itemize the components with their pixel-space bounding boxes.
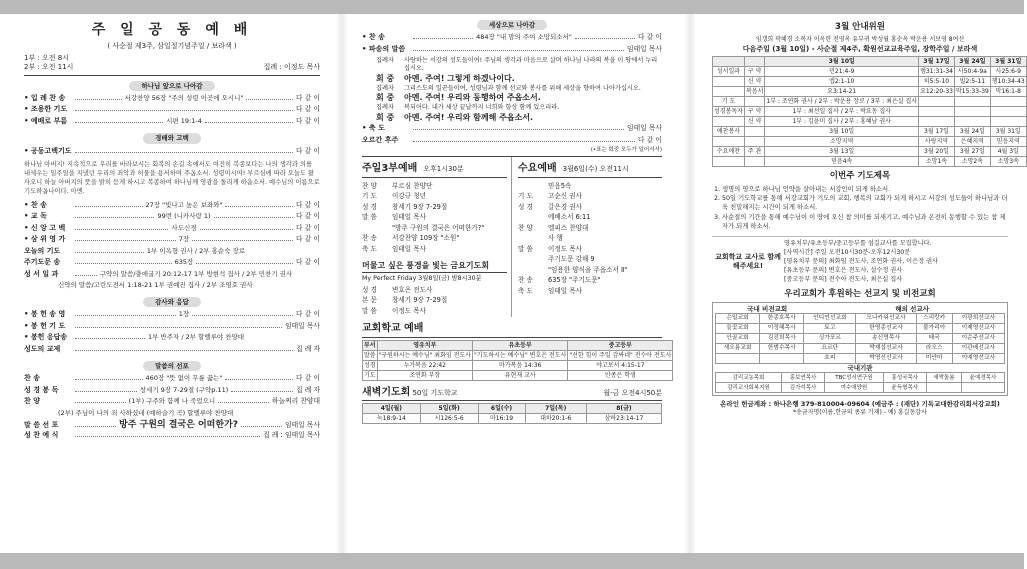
order-row: • 교 독 99번 (니카사랑 1) 다 같 이 (24, 212, 321, 220)
friday-title: 머물고 싶은 풍경을 빛는 금요기도회 (362, 261, 490, 270)
service-item: 찬 양 부르심 찬양단 (362, 181, 433, 190)
order-row: • 입 례 찬 송 서강찬양 56장 "주의 성령 이곳에 오시니" 다 같 이 (24, 93, 320, 102)
table-row: 호피 박명선선교사 미얀마 이예영선교사 (716, 354, 1005, 364)
table-row: 들꽃교회 이정혜목사 토고 한영종선교사 불가리아 이제영선교사 (716, 324, 1005, 334)
fold-divider (336, 14, 348, 553)
mission-table (715, 313, 1005, 364)
service-item: 본 문 창세기 9장 7-29절 (362, 296, 448, 305)
table-row: 감리교사회복지원 김가석목사 여수애양원 윤득형목사 (716, 383, 1005, 393)
fold-divider (684, 14, 696, 553)
service-item: "임용한 양식을 주옵소서 Ⅱ" (548, 265, 628, 274)
table-row: 복음서 요3:14-21 요12:20-33 막15:33-39 막16:1-8 (713, 86, 1027, 96)
teacher-line: 영유치부/유초등부/중고등부를 섬길교사를 모집합니다. (784, 239, 932, 247)
section-heading: 경배와 고백 (143, 133, 201, 143)
dawn-title: 새벽기도회 (362, 386, 411, 398)
order-row: 주기도문 송 635장 다 같 이 (24, 258, 320, 266)
service-item: 말 씀 이정도 목사 (518, 244, 582, 253)
service-item: 찬 송 서강찬양 109장 "소원" (362, 234, 460, 242)
service-item: "방주 구원의 결국은 어떠한가?" (392, 223, 485, 232)
service-item: 말 씀 임태일 목사 (362, 213, 426, 221)
prayer-item: 3. 사순절의 기간을 통해 예수님이 이 땅에 오신 참 의미를 되새기고, 예수님과 온전히 동행할 수 있는 참 제자가 되게 하소서. (722, 213, 1008, 232)
next-week: 다음주일 (3월 10일) - 사순절 제4주, 확원선교교육주일, 장학주일 / 보라색 (742, 45, 978, 54)
announcements-panel: 3월 안내위원 임갱희 곽혜경 소복자 이옥련 전영옥 유부귀 박성월 홍순옥 박운용 서보영 8여선 다음주일 (3월 10일) - 사순절 제4주, 확원선교교육주일, 장학주일 / 보라색 3월 10일 3월 17일 3월 24일 3월 31일 성서일과 구 약 민21:4-9 렘31:31-34 사50:4-9a 사25:6-9 신 약 엡2:1-10 히5:5-10 빌2:5-11 행10:34-43 복음서 요3:14-21 요12:20-33 막15:33-39 막16:1-8 기 도 1부 : 조연화 권사 / 2부 : 박운용 장로 / 3부 : 최은실 집사 성경봉독자 구 약 1부 : 최선일 집사 / 2부 : 박요동 집사 신 약 1부 : 김윤미 집사 / 2부 : 홍혜남 권사 애찬봉사 3월 10일 3월 17일 3월 24일 3월 31일 소망지역 사랑지역 은혜지역 믿음지역 수요애찬 주 관 3월 13일 3월 20일 3월 27일 4월 3일 믿음4속 소망1속 소망2속 소망3속 이번주 기도제목 1. 생명의 영으로 하나님 언약을 살아내는 서강인이 되게 하소서. 2. 50일 기도학교를 통해 서강교회가 기도의 교회, 행복의 교회가 되게 하시고 서강의 성도들이 하나님과 더욱 친밀해지는 시간이 되게 하소서. 3. 사순절의 기간을 통해 예수님이 이 땅에 오신 참 의미를 되새기고, 예수님과 온전히 동행할 수 있는 참 제자가 되게 하소서. 교회학교 교사로 함께 해주세요! 영유치부/유초등부/중고등부를 섬길교사를 모집합니다. [사역시간] 주일 오전10시30분-오후12시30분 [영유치부 문의] 최화임 전도사, 조연화 권사, 이은정 권사 [유초등부 문의] 변호은 전도사, 설수정 권사 [중고등부 문의] 전수아 전도사, 최은실 집사 우리교회가 후원하는 선교지 및 비전교회 국내 비전교회 해외 선교사 은일교회 한종호목사 인디언선교회 모나카워선교사 스리랑카 이광희선교사 들꽃교회 이정혜목사 토고 한영종선교사 불가리아 이제영선교사 안골교회 김진희목사 싱가포르 송신영목사 태국 이순주선교사 새오름교회 한범수목사 요르단 박재섭선교사 라오스 이관배선교사 호피 박명선선교사 미얀마 이예영선교사 국내기관 감리교농목회 홍보연목사 TBC성서연구원 홍성국목사 새싹돌봄 윤예경목사 감리교사회복지원 김가석목사 여수애양원 윤득형목사 온라인 헌금계좌 : 하나은행 379-810004-09604 (예금주 : (재단) 기독교대한감리회서강교회) *송금자명(이름,헌금의 종류 기재) - 예) 홍길동감사 (712, 18, 1008, 550)
service-item: 기 도 이강규 청년 (362, 192, 426, 200)
page-title: 주 일 공 동 예 배 (91, 22, 253, 38)
table-row: 성경봉독자 구 약 1부 : 최선일 집사 / 2부 : 박요동 집사 (713, 106, 1027, 116)
school-title: 교회학교 예배 (362, 323, 424, 335)
sending-line: 집례자 복되어다. 내가 세상 끝날까지 너희와 항상 함께 있으리라. (376, 104, 560, 112)
table-row: 새오름교회 한범수목사 요르단 박재섭선교사 라오스 이관배선교사 (716, 344, 1005, 354)
order-row: • 봉 헌 기 도 임태일 목사 (24, 321, 320, 330)
table-row: 감리교농목회 홍보연목사 TBC성서연구원 홍성국목사 새싹돌봄 윤예경목사 (716, 373, 1005, 383)
sermon-title: 방주 구원의 결국은 어떠한가? (119, 419, 238, 430)
mission-title: 우리교회가 후원하는 선교지 및 비전교회 (784, 288, 936, 299)
page-subtitle: ( 사순절 제3주, 삼일절기념주일 / 보라색 ) (107, 41, 237, 50)
service-item: 사 행 (548, 234, 563, 242)
table-row: 안골교회 김진희목사 싱가포르 송신영목사 태국 이순주선교사 (716, 334, 1005, 344)
prayer-list (712, 185, 1008, 232)
service-item: 찬 송 635장 "주기도문" (518, 276, 601, 284)
table-row: 은일교회 한종호목사 인디언선교회 모나카워선교사 스리랑카 이광희선교사 (716, 314, 1005, 324)
table-row: 신 약 1부 : 김윤미 집사 / 2부 : 홍혜남 권사 (713, 116, 1027, 126)
service-item: 축 도 임태일 목사 (362, 244, 426, 253)
standing-note: (•표는 회중 모두가 일어서서) (590, 147, 662, 154)
account-note: *송금자명(이름,헌금의 종류 기재) - 예) 홍길동감사 (793, 408, 927, 416)
bottom-bar (0, 553, 1024, 569)
section-heading: 감사와 응답 (143, 297, 201, 307)
table-row: 애찬봉사 3월 10일 3월 17일 3월 24일 3월 31일 (713, 126, 1027, 136)
table-row: 말씀 "구원하시는 예수님" 최화임 전도사 "기도하시는 예수님" 변호은 전도사 "선한 힘이 주일 감싸네" 전수아 전도사 (364, 351, 672, 359)
order-row: 성도의 교제 집 례 자 (24, 344, 320, 353)
sacrament-row: 성 찬 예 식 집 례 : 임태일 목사 (24, 431, 320, 440)
table-row: 기 도 1부 : 조연화 권사 / 2부 : 박운용 장로 / 3부 : 최은실 집사 (713, 96, 1027, 106)
prayer-item: 2. 50일 기도학교를 통해 서강교회가 기도의 교회, 행복의 교회가 되게 하시고 서강의 성도들이 하나님과 더욱 친밀해지는 시간이 되게 하소서. (722, 194, 1008, 213)
account-info: 온라인 헌금계좌 : 하나은행 379-810004-09604 (예금주 : (재단) 기독교대한감리회서강교회) (720, 400, 1000, 409)
schedule-table: 3월 10일 3월 17일 3월 24일 3월 31일 성서일과 구 약 민21:4-9 렘31:31-34 사50:4-9a 사25:6-9 신 약 엡2:1-10 히5:5-10 빌2:5-11 행10:34-43 복음서 요3:14-21 요12:20-33 막15:33-39 막16:1-8 기 도 1부 : 조연화 권사 / 2부 : 박운용 장로 / 3부 : 최은실 집사 성경봉독자 구 약 1부 : 최선일 집사 / 2부 : 박요동 집사 신 약 1부 : 김윤미 집사 / 2부 : 홍혜남 권사 애찬봉사 3월 10일 3월 17일 3월 24일 3월 31일 소망지역 사랑지역 은혜지역 믿음지역 수요애찬 주 관 3월 13일 3월 20일 3월 27일 4월 3일 믿음4속 소망1속 소망2속 소망3속 (714, 57, 1025, 165)
order-row: 찬 양 (1부) 구주와 함께 나 죽었으니 하늘찌리 찬양대 (24, 397, 321, 406)
order-row: • 찬 송 484장 "내 맘의 주여 소망되소서" 다 같 이 (362, 33, 663, 42)
section-heading: 세상으로 나아감 (477, 20, 547, 30)
sending-line: 회 중 아멘. 주여! 그렇게 하겠나이다. (376, 73, 515, 83)
committee-title: 3월 안내위원 (835, 22, 885, 32)
teacher-line: [영유치부 문의] 최화임 전도사, 조연화 권사, 이은정 권사 (784, 257, 939, 265)
section-heading: 말씀의 선포 (143, 361, 201, 371)
wednesday-title: 수요예배 (518, 163, 557, 174)
service-item: 주기도문 강해 9 (548, 255, 595, 263)
sending-line: 집례자 그리스도의 일꾼들이여, 성령님과 함께 선교와 봉사를 위해 세상을 향하여 나아가십시오. (376, 84, 641, 92)
order-row: • 신 앙 고 백 사도신경 다 같 이 (24, 223, 320, 232)
service-item: 찬 양 엘피스 찬양대 (518, 223, 589, 232)
sermon-row: 말 씀 선 포 방주 구원의 결국은 어떠한가? 임태일 목사 (24, 419, 321, 430)
order-row: • 축 도 임태일 목사 (362, 124, 662, 133)
service-item: 말 씀 이정도 목사 (362, 306, 426, 315)
prayer-title: 이번주 기도제목 (829, 170, 891, 181)
order-row: 오늘의 기도 1부 이옥형 권사 / 2부 홍순숙 장로 (24, 246, 246, 255)
table-row: 기도 조연화 부장 유현재 교사 안종은 학생 (363, 370, 673, 380)
order-row: 성 경 봉 독 창세기 9장 7-29절 (구약p.11) 집 례 자 (24, 385, 321, 394)
service-item: 믿음5속 (548, 181, 572, 190)
service3-title: 주일3부예배 (362, 163, 418, 174)
table-row: 소망지역 사랑지역 은혜지역 믿음지역 (713, 136, 1027, 146)
teacher-recruit-title: 교회학교 교사로 함께 해주세요! (715, 253, 781, 271)
service-item: 축 도 임태일 목사 (518, 286, 582, 295)
prayer-item: 1. 생명의 영으로 하나님 언약을 살아내는 서강인이 되게 하소서. (722, 185, 1008, 194)
section-heading: 하나님 앞으로 나아감 (129, 81, 214, 91)
table-row: 믿음4속 소망1속 소망2속 소망3속 (713, 156, 1027, 166)
order-row: • 삼 위 영 가 7장 다 같 이 (24, 235, 321, 243)
order-row: • 봉헌 응답송 1부 반주자 / 2부 할렐루야 찬양대 (24, 333, 245, 342)
table-row: 수요애찬 주 관 3월 13일 3월 20일 3월 27일 4월 3일 (713, 146, 1027, 156)
service-time-1: 1부 : 오전 8시 (24, 54, 69, 63)
dawn-table: 4일(월) 5일(화) 6일(수) 7일(목) 8(금) 눅18:9-14 시126:5-6 마16:19 대하20:1-6 삼하23:14-17 (362, 403, 662, 424)
worship-order-panel (24, 18, 320, 550)
top-bar (0, 0, 1024, 14)
order-row: • 조용한 기도 다 같 이 (24, 105, 320, 114)
sending-line: 집례자 사랑하는 서강의 성도들이여! 주님의 생각과 마음으로 살며 하나님 나라의 복을 이 땅에서 누리십시오. (376, 57, 658, 72)
order-row: • 봉 헌 송 영 1장 다 같 이 (24, 310, 321, 319)
services-panel: 세상으로 나아감 • 찬 송 484장 "내 맘의 주여 소망되소서" 다 같 이 • 파송의 말씀 임태일 목사 집례자 사랑하는 서강의 성도들이여! 주님의 생각과 마음으로 살며 하나님 나라의 복을 이 땅에서 누리십시오. 회 중 아멘. 주여! 그렇게 하겠나이다. 집례자 그리스도의 일꾼들이여, 성령님과 함께 선교와 봉사를 위해 세상을 향하여 나아가십시오. 회 중 아멘. 주여! 우리와 동행하여 주옵소서. 집례자 복되어다. 내가 세상 끝날까지 너희와 항상 함께 있으리라. 회 중 아멘. 주여! 우리와 함께해 주옵소서. • 축 도 임태일 목사 오르간 후주 다 같 이 (•표는 회중 모두가 일어서서) 주일3부예배 오후1시30분 찬 양 부르심 찬양단 기 도 이강규 청년 성 경 창세기 9장 7-29절 말 씀 임태일 목사 "방주 구원의 결국은 어떠한가?" 찬 송 서강찬양 109장 "소원" 축 도 임태일 목사 머물고 싶은 풍경을 빛는 금요기도회 My Perfect Friday 3월8일(금) 밤8시30분 성 경 변호은 전도사 본 문 창세기 9장 7-29절 말 씀 이정도 목사 수요예배 3월6일(수) 오전11시 믿음5속 기 도 고순신 권사 성 경 갈은경 권사 에베소서 6:11 찬 양 엘피스 찬양대 사 행 말 씀 이정도 목사 주기도문 강해 9 "임용한 양식을 주옵소서 Ⅱ" 찬 송 635장 "주기도문" 축 도 임태일 목사 교회학교 예배 부서 영유치부 유초등부 중고등부 말씀 "구원하시는 예수님" 최화임 전도사 "기도하시는 예수님" 변호은 전도사 "선한 힘이 주일 감싸네" 전수아 전도사 성경 누가복음 22:42 마가복음 14:36 야고보서 4:15-17 기도 조연화 부장 유현재 교사 안종은 학생 새벽기도회 50일 기도학교 월-금 오전4시50분 4일(월) 5일(화) 6일(수) 7일(목) 8(금) 눅18:9-14 시126:5-6 마16:19 대하20:1-6 삼하23:14-17 (362, 18, 662, 550)
teacher-line: [사역시간] 주일 오전10시30분-오후12시30분 (784, 248, 911, 256)
school-table: 부서 영유치부 유초등부 중고등부 말씀 "구원하시는 예수님" 최화임 전도사 "기도하시는 예수님" 변호은 전도사 "선한 힘이 주일 감싸네" 전수아 전도사 성경 누가복음 22:42 마가복음 14:36 야고보서 4:15-17 기도 조연화 부장 유현재 교사 안종은 학생 (364, 341, 672, 379)
teacher-line: [유초등부 문의] 변호은 전도사, 설수정 권사 (784, 266, 903, 274)
order-row: • 공동고백기도 다 같 이 (24, 146, 320, 155)
order-row: 찬 송 460장 "뜻 없이 무릎 꿇는" 다 같 이 (24, 374, 321, 383)
service-item: 성 경 변호은 전도사 (362, 285, 433, 294)
presider: 집례 : 이정도 목사 (263, 63, 320, 71)
teacher-line: [중고등부 문의] 전수아 전도사, 최은실 집사 (784, 275, 903, 283)
order-row: • 찬 송 27장 "빛나고 높은 보좌와" 다 같 이 (24, 200, 320, 209)
reading-sub: 신약의 말씀/고린도전서 1:18-21 1부 권예진 집사 / 2부 조영호 권사 (58, 281, 253, 289)
confession-text: 하나님 아버지! 지속적으로 우리를 바라보시는 회복의 손길 속에서도 여전히 복종보다는 나의 생각과 의를 내세우는 일주일을 지냈던 우리의 죄악과 허물을 용서하여 주옵소서. 성령이시여! 부르심에 따라 오늘도 왔사오니 하늘 아버지의 뜻을 밝히 듣게 하시고 복종하여 하나님께 영광을 돌리게 하옵소서. 예수님의 이름으로 기도하옵나이다. 아멘. (24, 161, 320, 196)
service-time-2: 2부 : 오전 11시 (24, 63, 74, 71)
table-row: 눅18:9-14 시126:5-6 마16:19 대하20:1-6 삼하23:14-17 (363, 414, 662, 424)
order-row: 성 서 일 과 구약의 말씀/출애굽기 20:12-17 1부 방현석 집사 / 2부 민찬기 권사 (24, 269, 293, 278)
sending-line: 회 중 아멘. 주여! 우리와 동행하여 주옵소서. (376, 93, 541, 103)
table-row: 성경 누가복음 22:42 마가복음 14:36 야고보서 4:15-17 (363, 360, 673, 370)
institution-table (715, 372, 1005, 393)
table-row: 성서일과 구 약 민21:4-9 렘31:31-34 사50:4-9a 사25:6-9 (713, 66, 1027, 76)
service-item: 기 도 고순신 권사 (518, 192, 582, 200)
sending-line: 회 중 아멘. 주여! 우리와 함께해 주옵소서. (376, 113, 534, 123)
order-row: • 예배로 부름 시편 19:1-4 다 같 이 (24, 116, 321, 125)
committee-members: 임갱희 곽혜경 소복자 이옥련 전영옥 유부귀 박성월 홍순옥 박운용 서보영 8여선 (755, 35, 965, 43)
table-row: 신 약 엡2:1-10 히5:5-10 빌2:5-11 행10:34-43 (713, 76, 1027, 86)
anthem-sub: (2부) 주님이 나의 죄 사하셨네 (예하슬기 곡) 할렐루야 찬양대 (58, 408, 234, 417)
order-row: • 파송의 말씀 임태일 목사 (362, 44, 662, 53)
order-row: 오르간 후주 다 같 이 (362, 135, 662, 144)
service-item: 에베소서 6:11 (548, 213, 591, 221)
service-item: 성 경 갈은경 권사 (518, 202, 582, 211)
service-item: 성 경 창세기 9장 7-29절 (362, 202, 448, 211)
